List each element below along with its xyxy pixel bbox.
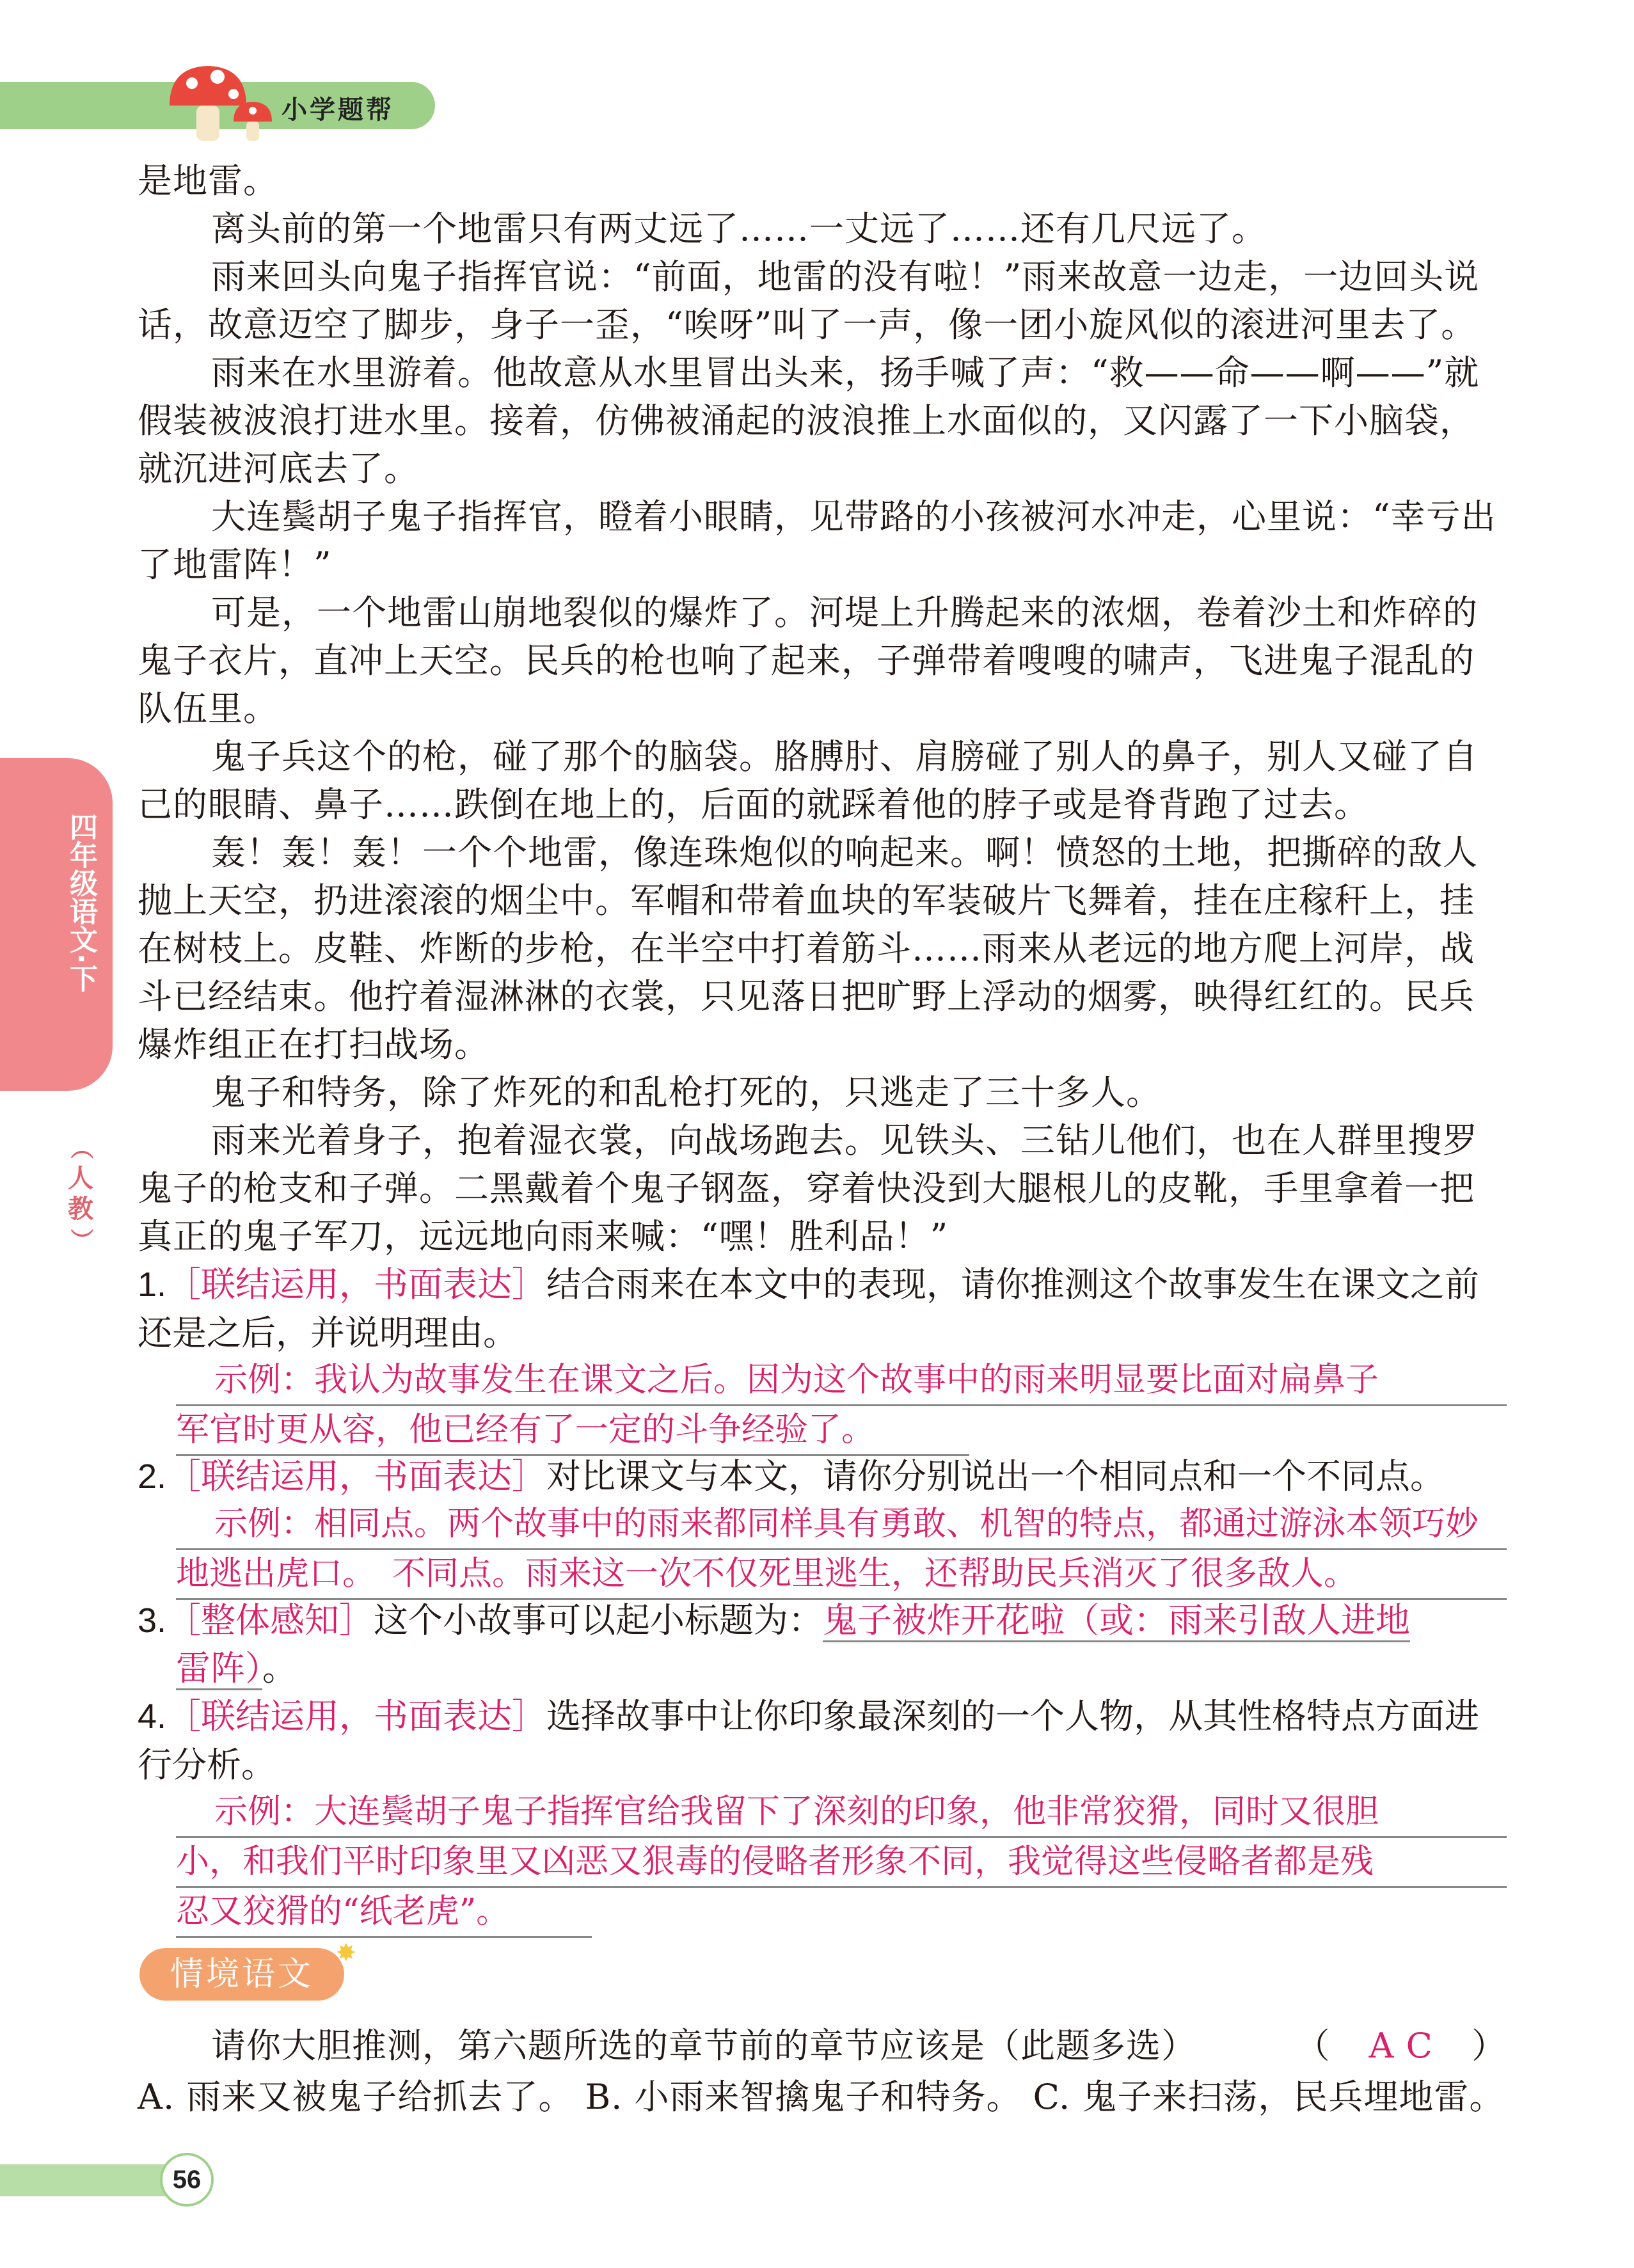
question-tag: ［联结运用，书面表达］: [166, 1696, 547, 1736]
mushroom-logo-icon: [157, 54, 285, 150]
answer-line: 小，和我们平时印象里又凶恶又狠毒的侵略者形象不同，我觉得这些侵略者都是残: [176, 1838, 1507, 1888]
question-number: 3.: [138, 1601, 167, 1640]
edition-char: 教: [68, 1194, 93, 1224]
passage-paragraph: 鬼子和特务，除了炸死的和乱枪打死的，只逃走了三十多人。: [211, 1072, 1161, 1113]
question-tag: ［联结运用，书面表达］: [166, 1264, 547, 1304]
passage-paragraph: 鬼子兵这个的枪，碰了那个的脑袋。胳膊肘、肩膀碰了别人的鼻子，别人又碰了自己的眼睛、鼻子……跌倒在地上的，后面的就踩着他的脖子或是脊背跑了过去。: [138, 736, 1478, 825]
paren-open: （: [1295, 2026, 1331, 2066]
situational-badge: 情境语文: [139, 1948, 344, 2001]
passage-paragraph: 雨来光着身子，抱着湿衣裳，向战场跑去。见铁头、三钻儿他们，也在人群里搜罗鬼子的枪支和子弹。二黑戴着个鬼子钢盔，穿着快没到大腿根儿的皮靴，手里拿着一把真正的鬼子军刀，远远地向雨来喊：“嘿！胜利品！”: [138, 1120, 1478, 1257]
answer-line: 军官时更从容，他已经有了一定的斗争经验了。: [176, 1406, 969, 1456]
answer-line: 地逃出虎口。 不同点。雨来这一次不仅死里逃生，还帮助民兵消灭了很多敌人。: [176, 1550, 1507, 1600]
edition-char: （: [68, 1136, 94, 1159]
passage-paragraph: 离头前的第一个地雷只有两丈远了……一丈远了……还有几尺远了。: [211, 209, 1267, 249]
page-number: 56: [160, 2153, 214, 2207]
question-3-cont: [176, 1644, 1545, 1692]
answer-line: 忍又狡猾的“纸老虎”。: [176, 1888, 592, 1938]
answer-bracket: [1222, 2022, 1507, 2070]
question-text: 结合雨来在本文中的表现，请你推测这个故事发生在课文之前还是之后，并说明理由。: [138, 1264, 1480, 1353]
answer-blank: 鬼子被炸开花啦（或：雨来引敌人进地: [823, 1600, 1410, 1642]
passage-paragraph: 大连鬓胡子鬼子指挥官，瞪着小眼睛，见带路的小孩被河水冲走，心里说：“幸亏出了地雷阵！”: [138, 496, 1496, 585]
answer-1: [176, 1356, 1507, 1456]
answer-line: 示例：大连鬓胡子鬼子指挥官给我留下了深刻的印象，他非常狡猾，同时又很胆: [176, 1788, 1507, 1838]
edition-char: 人: [68, 1164, 93, 1193]
answer-2: [176, 1500, 1507, 1600]
passage-paragraph: 雨来在水里游着。他故意从水里冒出头来，扬手喊了声：“救——命——啊——”就假装被波浪打进水里。接着，仿佛被涌起的波浪推上水面似的，又闪露了一下小脑袋，就沉进河底去了。: [138, 353, 1480, 489]
passage-paragraph: 是地雷。: [138, 161, 278, 201]
edition-char: ）: [68, 1228, 94, 1251]
question-text: 对比课文与本文，请你分别说出一个相同点和一个不同点。: [546, 1456, 1445, 1496]
side-edition-label: [61, 1132, 100, 1255]
choice-answer: A C: [1368, 2026, 1433, 2066]
star-icon: ✸: [336, 1939, 356, 1967]
question-2: [138, 1452, 1507, 1501]
passage-paragraph: 轰！轰！轰！一个个地雷，像连珠炮似的响起来。啊！愤怒的土地，把撕碎的敌人抛上天空，扔进滚滚的烟尘中。军帽和带着血块的军装破片飞舞着，挂在庄稼秆上，挂在树枝上。皮鞋、炸断的步枪，在半空中打着筋斗……雨来从老远的地方爬上河岸，战斗已经结束。他拧着湿淋淋的衣裳，只见落日把旷野上浮动的烟雾，映得红红的。民兵爆炸组正在打扫战场。: [138, 832, 1478, 1065]
situational-question: [138, 2022, 1507, 2070]
footer-band: [0, 2164, 179, 2196]
header-title: 小学题帮: [282, 95, 394, 125]
passage-paragraph: 雨来回头向鬼子指挥官说：“前面，地雷的没有啦！”雨来故意一边走，一边回头说话，故意迈空了脚步，身子一歪，“唉呀”叫了一声，像一团小旋风似的滚进河里去了。: [138, 257, 1480, 345]
situational-options: A. 雨来又被鬼子给抓去了。 B. 小雨来智擒鬼子和特务。 C. 鬼子来扫荡，民兵埋地雷。: [138, 2077, 1505, 2117]
answer-blank: 雷阵）: [176, 1648, 262, 1690]
answer-line: 示例：相同点。两个故事中的雨来都同样具有勇敢、机智的特点，都通过游泳本领巧妙: [176, 1500, 1507, 1550]
question-number: 2.: [138, 1457, 167, 1496]
side-grade-label: [61, 813, 100, 992]
question-3: [138, 1596, 1507, 1645]
question-tag: ［整体感知］: [166, 1600, 374, 1640]
question-number: 1.: [138, 1265, 167, 1304]
passage-paragraph: 可是，一个地雷山崩地裂似的爆炸了。河堤上升腾起来的浓烟，卷着沙土和炸碎的鬼子衣片，直冲上天空。民兵的枪也响了起来，子弹带着嗖嗖的啸声，飞进鬼子混乱的队伍里。: [138, 592, 1478, 729]
question-text: 这个小故事可以起小标题为：: [374, 1600, 823, 1640]
question-4: [138, 1692, 1507, 1789]
answer-4: [176, 1788, 1507, 1938]
question-text: 选择故事中让你印象最深刻的一个人物，从其性格特点方面进行分析。: [138, 1696, 1480, 1785]
question-tag: ［联结运用，书面表达］: [166, 1456, 547, 1496]
answer-line: 示例：我认为故事发生在课文之后。因为这个故事中的雨来明显要比面对扁鼻子: [176, 1356, 1507, 1406]
paren-close: ）: [1471, 2026, 1507, 2066]
situational-question-text: 请你大胆推测，第六题所选的章节前的章节应该是（此题多选）: [211, 2026, 1196, 2066]
question-1: [138, 1260, 1507, 1357]
grade-text: 四年级语文·下: [65, 813, 97, 992]
question-number: 4.: [138, 1697, 167, 1736]
question-end: 。: [262, 1648, 297, 1688]
